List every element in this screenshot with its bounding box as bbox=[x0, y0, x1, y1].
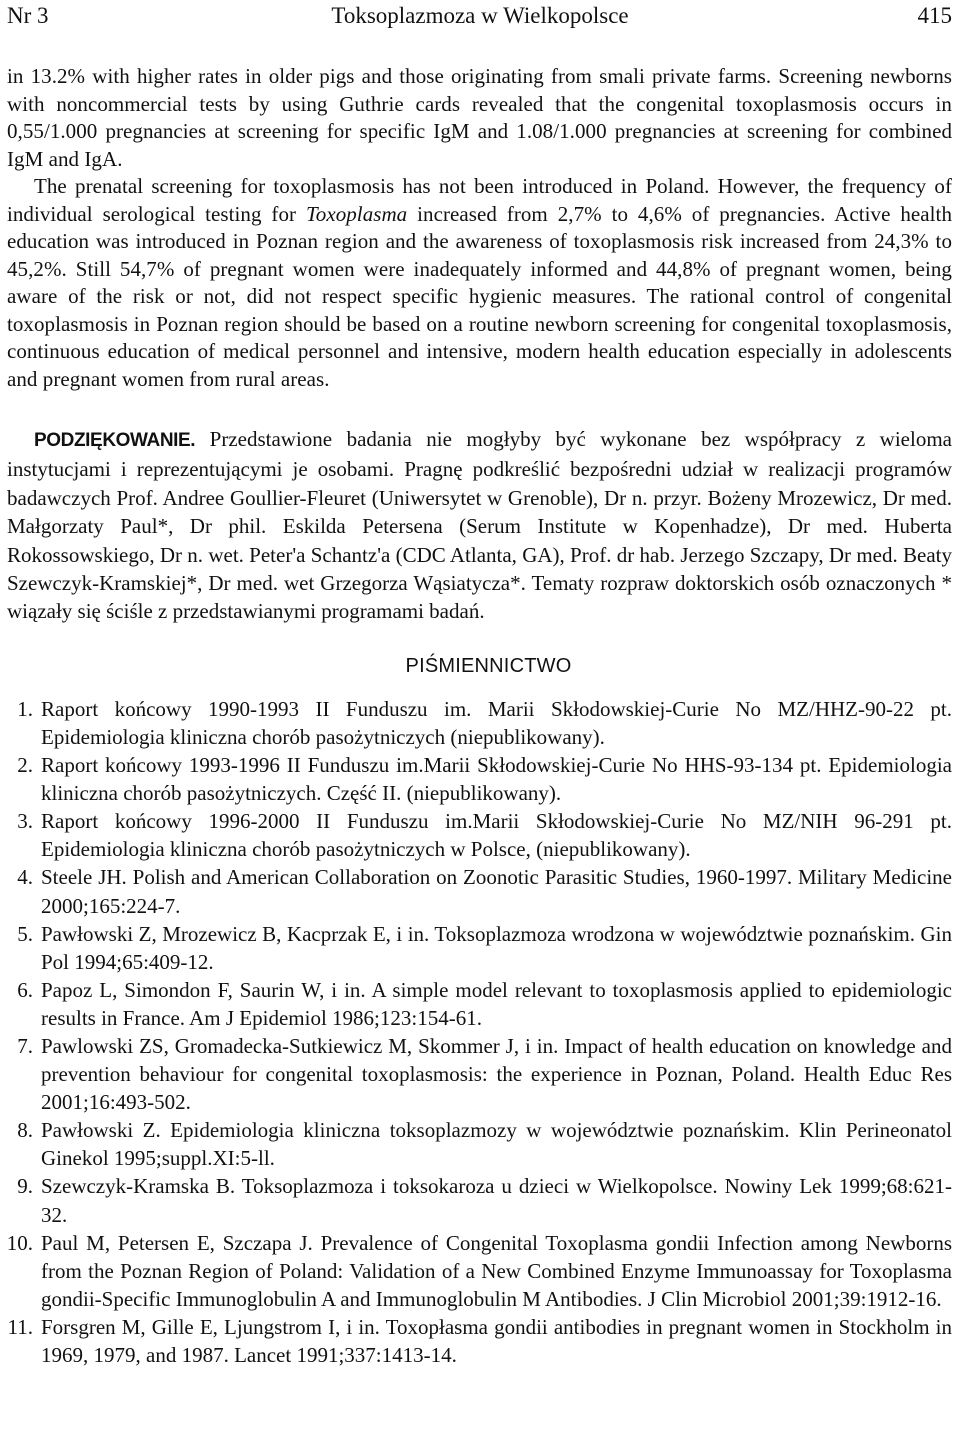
reference-number: 10. bbox=[6, 1230, 33, 1255]
reference-item bbox=[7, 1172, 952, 1228]
reference-text: Pawłowski Z, Mrozewicz B, Kacprzak E, i in. Toksoplazmoza wrodzona w województwie poznańskim. Gin Pol 1994;65:409-12. bbox=[41, 921, 952, 974]
reference-number: 5. bbox=[17, 921, 33, 946]
reference-number: 8. bbox=[17, 1118, 33, 1143]
reference-text: Raport końcowy 1996-2000 II Funduszu im.Marii Skłodowskiej-Curie No MZ/NIH 96-291 pt. Epidemiologia kliniczna chorób pasożytniczych w Polsce, (niepublikowany). bbox=[41, 809, 952, 862]
english-summary bbox=[7, 63, 952, 393]
reference-item bbox=[7, 695, 952, 751]
reference-number: 6. bbox=[17, 977, 33, 1002]
reference-text: Szewczyk-Kramska B. Toksoplazmoza i toksokaroza u dzieci w Wielkopolsce. Nowiny Lek 1999;68:621-32. bbox=[41, 1174, 952, 1227]
running-title: Toksoplazmoza w Wielkopolsce bbox=[331, 3, 629, 28]
reference-item bbox=[7, 807, 952, 863]
reference-number: 2. bbox=[17, 753, 33, 778]
reference-item bbox=[7, 1229, 952, 1313]
summary-paragraph-2-part-b: increased from 2,7% to 4,6% of pregnancies. Active health education was introduced in Poznan region and the awareness of toxoplasmosis risk increased from 24,3% to 45,2%. Still 54,7% of pregnant women were inadequately informed and 44,8% of pregnant women, being aware of the risk or not, did not respect specific hygienic measures. The rational control of congenital toxoplasmosis in Poznan region should be based on a routine newborn screening for congenital toxoplasmosis, continuous education of medical personnel and intensive, modern health education especially in adolescents and pregnant women from rural areas. bbox=[7, 201, 952, 391]
summary-italic-term: Toxoplasma bbox=[305, 201, 408, 226]
reference-text: Raport końcowy 1990-1993 II Funduszu im. Marii Skłodowskiej-Curie No MZ/HHZ-90-22 pt. Epidemiologia kliniczna chorób pasożytniczych (niepublikowany). bbox=[41, 696, 952, 749]
reference-number: 11. bbox=[7, 1314, 33, 1339]
running-header bbox=[7, 2, 952, 30]
reference-number: 3. bbox=[17, 809, 33, 834]
reference-item bbox=[7, 1313, 952, 1369]
acknowledgment-section bbox=[7, 425, 952, 626]
reference-text: Steele JH. Polish and American Collaboration on Zoonotic Parasitic Studies, 1960-1997. Military Medicine 2000;165:224-7. bbox=[41, 865, 952, 918]
reference-item bbox=[7, 751, 952, 807]
reference-text: Pawłowski Z. Epidemiologia kliniczna toksoplazmozy w województwie poznańskim. Klin Perineonatol Ginekol 1995;suppl.XI:5-ll. bbox=[41, 1118, 952, 1171]
summary-paragraph-1: in 13.2% with higher rates in older pigs and those originating from smali private farms. Screening newborns with noncommercial tests by using Guthrie cards revealed that the congenital toxoplasmosis occurs in 0,55/1.000 pregnancies at screening for specific IgM and 1.08/1.000 pregnancies at screening for combined IgM and IgA. bbox=[7, 64, 952, 171]
acknowledgment-heading: PODZIĘKOWANIE. bbox=[34, 430, 196, 451]
reference-text: Paul M, Petersen E, Szczapa J. Prevalence of Congenital Toxoplasma gondii Infection among Newborns from the Poznan Region of Poland: Validation of a New Combined Enzyme Immunoassay for Toxoplasma gondii-Specific Immunoglobulin A and Immunoglobulin M Antibodies. J Clin Microbiol 2001;39:1912-16. bbox=[41, 1230, 952, 1311]
page-number: 415 bbox=[917, 3, 952, 28]
references-heading: PIŚMIENNICTWO bbox=[405, 654, 572, 677]
summary-paragraph-2-part-a: The prenatal screening for toxoplasmosis has not been introduced in Poland. However, the frequency of individual serological testing for bbox=[7, 174, 952, 226]
reference-number: 9. bbox=[17, 1174, 33, 1199]
reference-item bbox=[7, 1032, 952, 1116]
reference-text: Pawlowski ZS, Gromadecka-Sutkiewicz M, Skommer J, i in. Impact of health education on knowledge and prevention behaviour for congenital toxoplasmosis: the experience in Poznan, Poland. Health Educ Res 2001;16:493-502. bbox=[41, 1033, 952, 1115]
reference-text: Papoz L, Simondon F, Saurin W, i in. A simple model relevant to toxoplasmosis applied to epidemiologic results in France. Am J Epidemiol 1986;123:154-61. bbox=[41, 977, 952, 1030]
reference-text: Raport końcowy 1993-1996 II Funduszu im.Marii Skłodowskiej-Curie No HHS-93-134 pt. Epidemiologia kliniczna chorób pasożytniczych. Część II. (niepublikowany). bbox=[41, 753, 952, 806]
reference-number: 1. bbox=[17, 696, 33, 721]
issue-number: Nr 3 bbox=[7, 3, 49, 28]
acknowledgment-text: Przedstawione badania nie mogłyby być wykonane bez współpracy z wieloma instytucjami i reprezentującymi je osobami. Pragnę podkreślić bezpośredni udział w realizacji programów badawczych Prof. Andree Goullier-Fleuret (Uniwersytet w Grenoble), Dr n. przyr. Bożeny Mrozewicz, Dr med. Małgorzaty Paul*, Dr phil. Eskilda Petersena (Serum Institute w Kopenhadze), Dr med. Huberta Rokossowskiego, Dr n. wet. Peter'a Schantz'a (CDC Atlanta, GA), Prof. dr hab. Jerzego Szczapy, Dr med. Beaty Szewczyk-Kramskiej*, Dr med. wet Grzegorza Wąsiatycza*. Tematy rozpraw doktorskich osób oznaczonych * wiązały się ściśle z przedstawianymi programami badań. bbox=[7, 427, 952, 624]
reference-text: Forsgren M, Gille E, Ljungstrom I, i in. Toxopłasma gondii antibodies in pregnant women in Stockholm in 1969, 1979, and 1987. Lancet 1991;337:1413-14. bbox=[41, 1314, 952, 1367]
reference-item bbox=[7, 1116, 952, 1172]
acknowledgment-paragraph bbox=[7, 425, 952, 626]
reference-number: 4. bbox=[17, 865, 33, 890]
references-list bbox=[7, 695, 952, 1369]
reference-item bbox=[7, 920, 952, 976]
reference-number: 7. bbox=[17, 1033, 33, 1058]
reference-item bbox=[7, 863, 952, 919]
summary-paragraph-2 bbox=[7, 173, 952, 393]
reference-item bbox=[7, 976, 952, 1032]
